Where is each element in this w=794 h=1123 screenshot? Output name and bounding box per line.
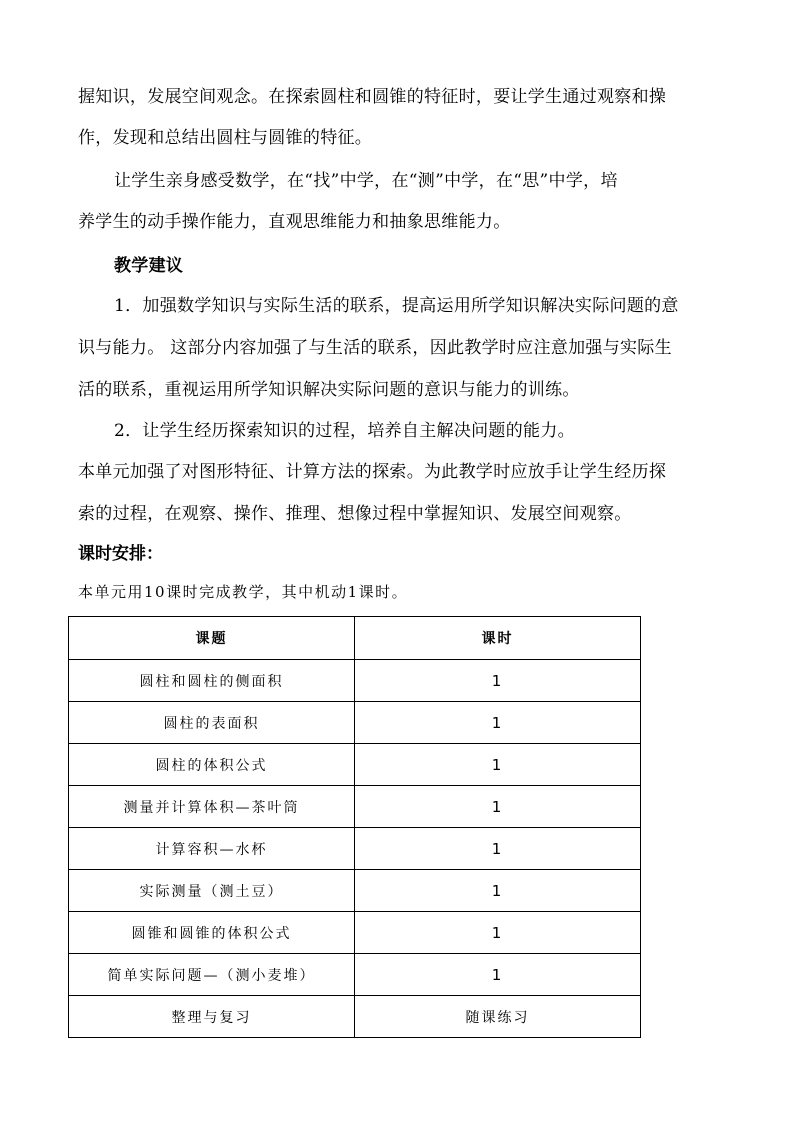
- table-row: [69, 828, 641, 870]
- topic-cell: 整理与复习: [69, 996, 355, 1038]
- paragraph-line: 让学生亲身感受数学，在“找”中学，在“测”中学，在“思”中学，培: [114, 171, 618, 191]
- hours-cell: 1: [355, 702, 641, 744]
- topic-cell: 圆柱的表面积: [69, 702, 355, 744]
- schedule-table: [68, 616, 641, 1038]
- schedule-intro: 本单元用10课时完成教学，其中机动1课时。: [78, 583, 409, 601]
- topic-cell: 圆柱和圆柱的侧面积: [69, 660, 355, 702]
- suggestion-line: 1．加强数学知识与实际生活的联系，提高运用所学知识解决实际问题的意: [114, 296, 679, 316]
- topic-cell: 圆柱的体积公式: [69, 744, 355, 786]
- hours-cell: 1: [355, 786, 641, 828]
- table-row: [69, 870, 641, 912]
- hours-cell: 1: [355, 954, 641, 996]
- hours-cell: 随课练习: [355, 996, 641, 1038]
- hours-cell: 1: [355, 660, 641, 702]
- suggestion-line: 2．让学生经历探索知识的过程，培养自主解决问题的能力。: [114, 421, 575, 441]
- table-row: [69, 744, 641, 786]
- table-row: [69, 660, 641, 702]
- hours-cell: 1: [355, 744, 641, 786]
- table-row: [69, 954, 641, 996]
- table-row: [69, 702, 641, 744]
- table-header-row: [69, 617, 641, 660]
- topic-cell: 圆锥和圆锥的体积公式: [69, 912, 355, 954]
- topic-cell: 简单实际问题—（测小麦堆）: [69, 954, 355, 996]
- topic-cell: 实际测量（测土豆）: [69, 870, 355, 912]
- paragraph-line: 作，发现和总结出圆柱与圆锥的特征。: [78, 128, 373, 148]
- suggestion-line: 本单元加强了对图形特征、计算方法的探索。为此教学时应放手让学生经历探: [78, 462, 667, 482]
- table-row: [69, 996, 641, 1038]
- table-row: [69, 912, 641, 954]
- suggestion-line: 识与能力。 这部分内容加强了与生活的联系，因此教学时应注意加强与实际生: [78, 338, 672, 358]
- suggestion-line: 索的过程，在观察、操作、推理、想像过程中掌握知识、发展空间观察。: [78, 504, 632, 524]
- paragraph-line: 握知识，发展空间观念。在探索圆柱和圆锥的特征时，要让学生通过观察和操: [78, 87, 667, 107]
- column-header-topic: 课题: [69, 617, 355, 660]
- topic-cell: 计算容积—水杯: [69, 828, 355, 870]
- paragraph-line: 养学生的动手操作能力，直观思维能力和抽象思维能力。: [78, 212, 511, 232]
- hours-cell: 1: [355, 870, 641, 912]
- section-title: 教学建议: [114, 256, 184, 276]
- column-header-hours: 课时: [355, 617, 641, 660]
- hours-cell: 1: [355, 912, 641, 954]
- table-row: [69, 786, 641, 828]
- schedule-heading: 课时安排：: [78, 544, 163, 564]
- hours-cell: 1: [355, 828, 641, 870]
- suggestion-line: 活的联系，重视运用所学知识解决实际问题的意识与能力的训练。: [78, 380, 580, 400]
- topic-cell: 测量并计算体积—茶叶筒: [69, 786, 355, 828]
